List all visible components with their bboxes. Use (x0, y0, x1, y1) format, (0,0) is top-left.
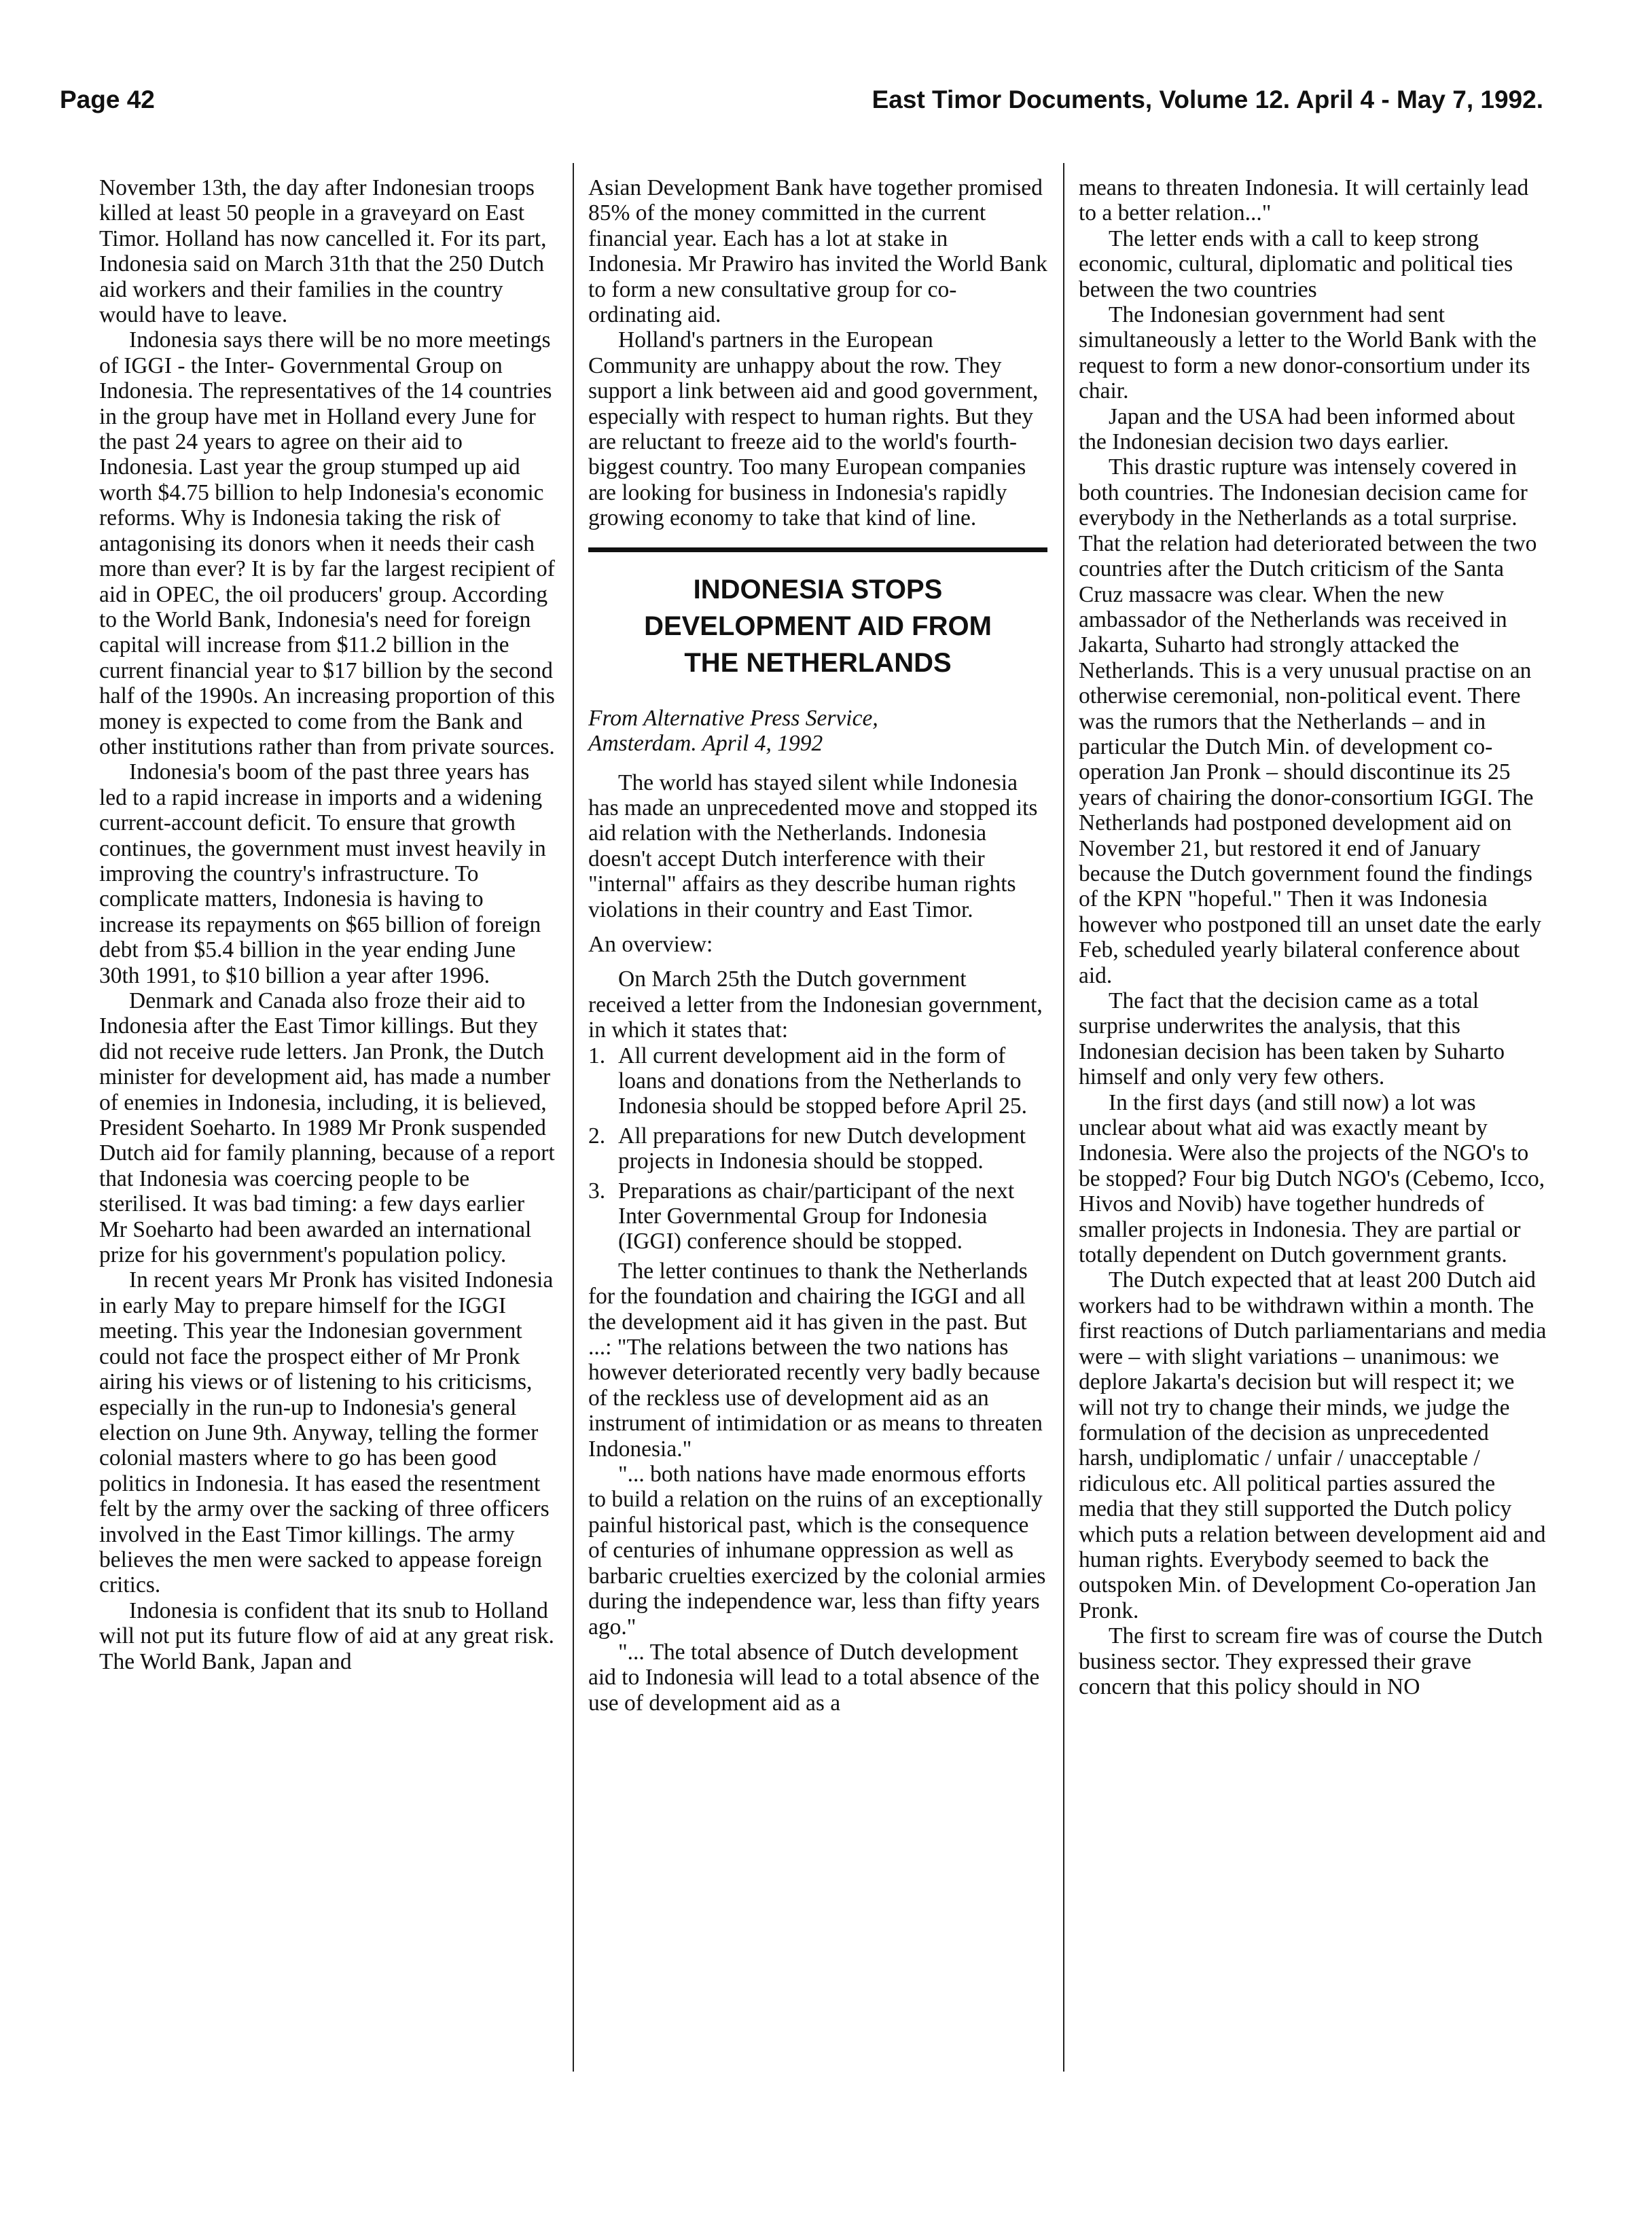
page-header (0, 86, 1652, 126)
headline-line: DEVELOPMENT AID FROM (644, 611, 992, 641)
list-number: 2. (588, 1123, 606, 1149)
paragraph: Indonesia says there will be no more meetings of IGGI - the Inter- Governmental Group on Indonesia. The representatives of the 14 countries in the group have met in Holland every June for the past 24 years to agree on their aid to Indonesia. Last year the group stumped up aid worth $4.75 billion to help Indonesia's economic reforms. Why is Indonesia taking the risk of antagonising its donors when it needs their cash more than ever? It is by far the largest recipient of aid in OPEC, the oil producers' group. According to the World Bank, Indonesia's need for foreign capital will increase from $11.2 billion in the current financial year to $17 billion by the second half of the 1990s. An increasing proportion of this money is expected to come from the Bank and other institutions rather than from private sources. (99, 327, 555, 759)
paragraph: The letter ends with a call to keep strong economic, cultural, diplomatic and political ties between the two countries (1079, 225, 1513, 302)
paragraph: This drastic rupture was intensely covered in both countries. The Indonesian decision came for everybody in the Netherlands as a total surprise. That the relation had deteriorated between the two countries after the Dutch criticism of the Santa Cruz massacre was clear. When the new ambassador of the Netherlands was received in Jakarta, Suharto had strongly attacked the Netherlands. This is a very unusual practise on an otherwise ceremonial, non-political event. There was the rumors that the Netherlands – and in particular the Dutch Min. of development co-operation Jan Pronk – should discontinue its 25 years of chairing the donor-consortium IGGI. The Netherlands had postponed development aid on November 21, but restored it end of January because the Dutch government found the findings of the KPN "hopeful." Then it was Indonesia however who postponed till an unset date the early Feb, scheduled yearly bilateral conference about aid. (1079, 454, 1541, 988)
list-number: 1. (588, 1043, 606, 1068)
list-text: All current development aid in the form of loans and donations from the Netherlands to Indonesia should be stopped before April 25. (618, 1043, 1027, 1119)
column-divider-left (573, 163, 574, 2072)
paragraph: In the first days (and still now) a lot was unclear about what aid was exactly meant by Indonesia. Were also the projects of the NGO's to be stopped? Four big Dutch NGO's (Cebemo, Icco, Hivos and Novib) have together hundreds of smaller projects in Indonesia. They are partial or totally dependent on Dutch government grants. (1079, 1089, 1545, 1268)
paragraph: In recent years Mr Pronk has visited Indonesia in early May to prepare himself for the IGGI meeting. This year the Indonesian government could not face the prospect either of Mr Pronk airing his views or of listening to his criticisms, especially in the run-up to Indonesia's general election on June 9th. Anyway, telling the former colonial masters where to go has been good politics in Indonesia. It has eased the resentment felt by the army over the sacking of three officers involved in the East Timor killings. The army believes the men were sacked to appease foreign critics. (99, 1267, 554, 1598)
paragraph: The letter continues to thank the Netherlands for the foundation and chairing the IGGI and all the development aid it has given in the past. But ...: "The relations between the two nations has however deteriorated recently very badly because of the reckless use of development aid as an instrument of intimidation or as means to threaten Indonesia." (588, 1258, 1043, 1462)
list-text: All preparations for new Dutch development projects in Indonesia should be stopped. (618, 1123, 1026, 1174)
column-divider-right (1063, 163, 1064, 2072)
paragraph: The world has stayed silent while Indonesia has made an unprecedented move and stopped its aid relation with the Netherlands. Indonesia doesn't accept Dutch interference with their "internal" affairs as they describe human rights violations in their country and East Timor. (588, 770, 1038, 922)
publication-title: East Timor Documents, Volume 12. April 4 - May 7, 1992. (872, 86, 1543, 113)
paragraph: Holland's partners in the European Community are unhappy about the row. They support a link between aid and good government, especially with respect to human rights. But they are reluctant to freeze aid to the world's fourth-biggest country. Too many European companies are looking for business in Indonesia's rapidly growing economy to take that kind of line. (588, 327, 1039, 531)
article-column-1 (99, 175, 557, 1674)
paragraph: Japan and the USA had been informed about the Indonesian decision two days earlier. (1079, 403, 1515, 455)
list-item (588, 1178, 1047, 1254)
paragraph: The Dutch expected that at least 200 Dutch aid workers had to be withdrawn within a month. The first reactions of Dutch parliamentarians and media were – with slight variations – unanimous: we deplore Jakarta's decision but will respect it; we will not try to change their minds, we judge the formulation of the decision as unprecedented harsh, undiplomatic / unfair / unacceptable / ridiculous etc. All political parties assured the media that they still supported the Dutch policy which puts a relation between development aid and human rights. Everybody seemed to back the outspoken Min. of Development Co-operation Jan Pronk. (1079, 1267, 1547, 1623)
paragraph: The Indonesian government had sent simultaneously a letter to the World Bank with the request to form a new donor-consortium under its chair. (1079, 302, 1537, 404)
list-number: 3. (588, 1178, 606, 1204)
article-column-2 (588, 175, 1047, 1716)
source-line: From Alternative Press Service, (588, 705, 878, 731)
paragraph: Indonesia's boom of the past three years has led to a rapid increase in imports and a widening current-account deficit. To ensure that growth continues, the government must invest heavily in improving the country's infrastructure. To complicate matters, Indonesia is having to increase its repayments on $65 billion of foreign debt from $5.4 billion in the year ending June 30th 1991, to $10 billion a year after 1996. (99, 759, 546, 988)
list-item (588, 1043, 1047, 1119)
paragraph: means to threaten Indonesia. It will certainly lead to a better relation..." (1079, 175, 1529, 226)
section-divider (588, 547, 1047, 552)
headline-line: THE NETHERLANDS (684, 647, 952, 678)
page-number: Page 42 (60, 86, 155, 113)
article-headline (588, 571, 1047, 681)
paragraph: "... The total absence of Dutch development aid to Indonesia will lead to a total absence of the use of development aid as a (588, 1639, 1040, 1716)
paragraph: Asian Development Bank have together promised 85% of the money committed in the current financial year. Each has a lot at stake in Indonesia. Mr Prawiro has invited the World Bank to form a new consultative group for co-ordinating aid. (588, 175, 1047, 328)
article-source (588, 706, 1047, 757)
paragraph: "... both nations have made enormous efforts to build a relation on the ruins of an exceptionally painful historical past, which is the consequence of centuries of inhumane oppression as well as barbaric cruelties exercized by the colonial armies during the independence war, less than fifty years ago." (588, 1462, 1046, 1640)
paragraph: The first to scream fire was of course the Dutch business sector. They expressed their grave concern that this policy should in NO (1079, 1623, 1543, 1699)
paragraph: Indonesia is confident that its snub to Holland will not put its future flow of aid at any great risk. The World Bank, Japan and (99, 1597, 554, 1674)
demands-list (588, 1043, 1047, 1254)
list-item (588, 1123, 1047, 1174)
paragraph: The fact that the decision came as a total surprise underwrites the analysis, that this Indonesian decision has been taken by Suharto himself and only very few others. (1079, 988, 1505, 1090)
paragraph: Denmark and Canada also froze their aid to Indonesia after the East Timor killings. But they did not receive rude letters. Jan Pronk, the Dutch minister for development aid, has made a number of enemies in Indonesia, including, it is believed, President Soeharto. In 1989 Mr Pronk suspended Dutch aid for family planning, because of a report that Indonesia was coercing people to be sterilised. It was bad timing: a few days earlier Mr Soeharto had been awarded an international prize for his government's population policy. (99, 988, 555, 1268)
list-text: Preparations as chair/participant of the next Inter Governmental Group for Indonesia (IGGI) conference should be stopped. (618, 1178, 1015, 1254)
article-column-3 (1079, 175, 1547, 1699)
source-line: Amsterdam. April 4, 1992 (588, 731, 823, 757)
paragraph: November 13th, the day after Indonesian troops killed at least 50 people in a graveyard on East Timor. Holland has now cancelled it. For its part, Indonesia said on March 31th that the 250 Dutch aid workers and their families in the country would have to leave. (99, 175, 547, 328)
paragraph: On March 25th the Dutch government received a letter from the Indonesian government, in which it states that: (588, 967, 1043, 1043)
headline-line: INDONESIA STOPS (693, 574, 943, 604)
paragraph: An overview: (588, 931, 713, 957)
